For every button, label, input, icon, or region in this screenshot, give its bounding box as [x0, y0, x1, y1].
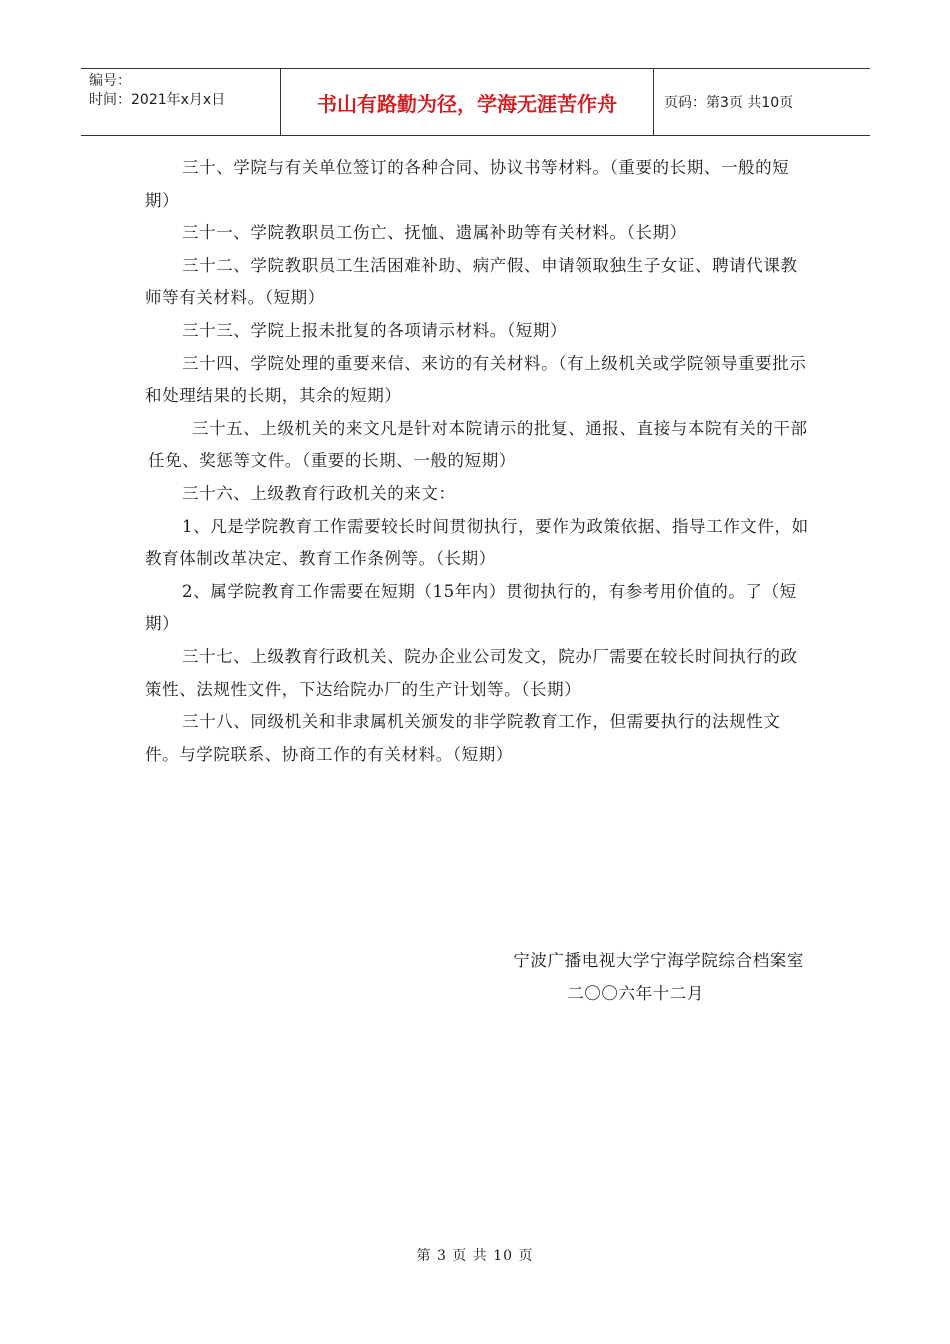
- paragraph-33: 三十三、学院上报未批复的各项请示材料。（短期）: [182, 320, 568, 340]
- paragraph-32: 三十二、学院教职员工生活困难补助、病产假、申请领取独生子女证、聘请代课教师等有关材料。（短期）: [145, 255, 798, 308]
- document-body: [145, 152, 810, 771]
- header-page-info: 页码：第3页 共10页: [664, 95, 794, 111]
- page-footer: 第 3 页 共 10 页: [416, 1248, 534, 1264]
- header-meta: [81, 69, 281, 135]
- header-motto: 书山有路勤为径，学海无涯苦作舟: [281, 69, 654, 135]
- paragraph-36-item-1: 1、凡是学院教育工作需要较长时间贯彻执行，要作为政策依据、指导工作文件，如教育体制改革决定、教育工作条例等。（长期）: [145, 516, 809, 569]
- paragraph-37: 三十七、上级教育行政机关、院办企业公司发文，院办厂需要在较长时间执行的政策性、法规性文件，下达给院办厂的生产计划等。（长期）: [145, 646, 798, 699]
- time-label: 时间：2021年x月x日: [89, 92, 226, 108]
- signature-organization: 宁波广播电视大学宁海学院综合档案室: [513, 951, 804, 970]
- paragraph-34: 三十四、学院处理的重要来信、来访的有关材料。（有上级机关或学院领导重要批示和处理结果的长期，其余的短期）: [145, 353, 807, 406]
- paragraph-36: 三十六、上级教育行政机关的来文：: [182, 483, 456, 503]
- paragraph-30: 三十、学院与有关单位签订的各种合同、协议书等材料。（重要的长期、一般的短期）: [145, 158, 790, 210]
- paragraph-36-item-2: 2、属学院教育工作需要在短期（15年内）贯彻执行的，有参考用价值的。了（短期）: [145, 581, 797, 634]
- number-label: 编号：: [89, 73, 131, 89]
- paragraph-31: 三十一、学院教职员工伤亡、抚恤、遗属补助等有关材料。（长期）: [182, 223, 687, 243]
- signature-block: [513, 944, 804, 1010]
- paragraph-38: 三十八、同级机关和非隶属机关颁发的非学院教育工作，但需要执行的法规性文件。与学院联系、协商工作的有关材料。（短期）: [145, 712, 781, 764]
- signature-date: 二〇〇六年十二月: [567, 984, 704, 1003]
- paragraph-35: 三十五、上级机关的来文凡是针对本院请示的批复、通报、直接与本院有关的干部任免、奖惩等文件。（重要的长期、一般的短期）: [148, 418, 808, 471]
- page-header: [81, 68, 870, 136]
